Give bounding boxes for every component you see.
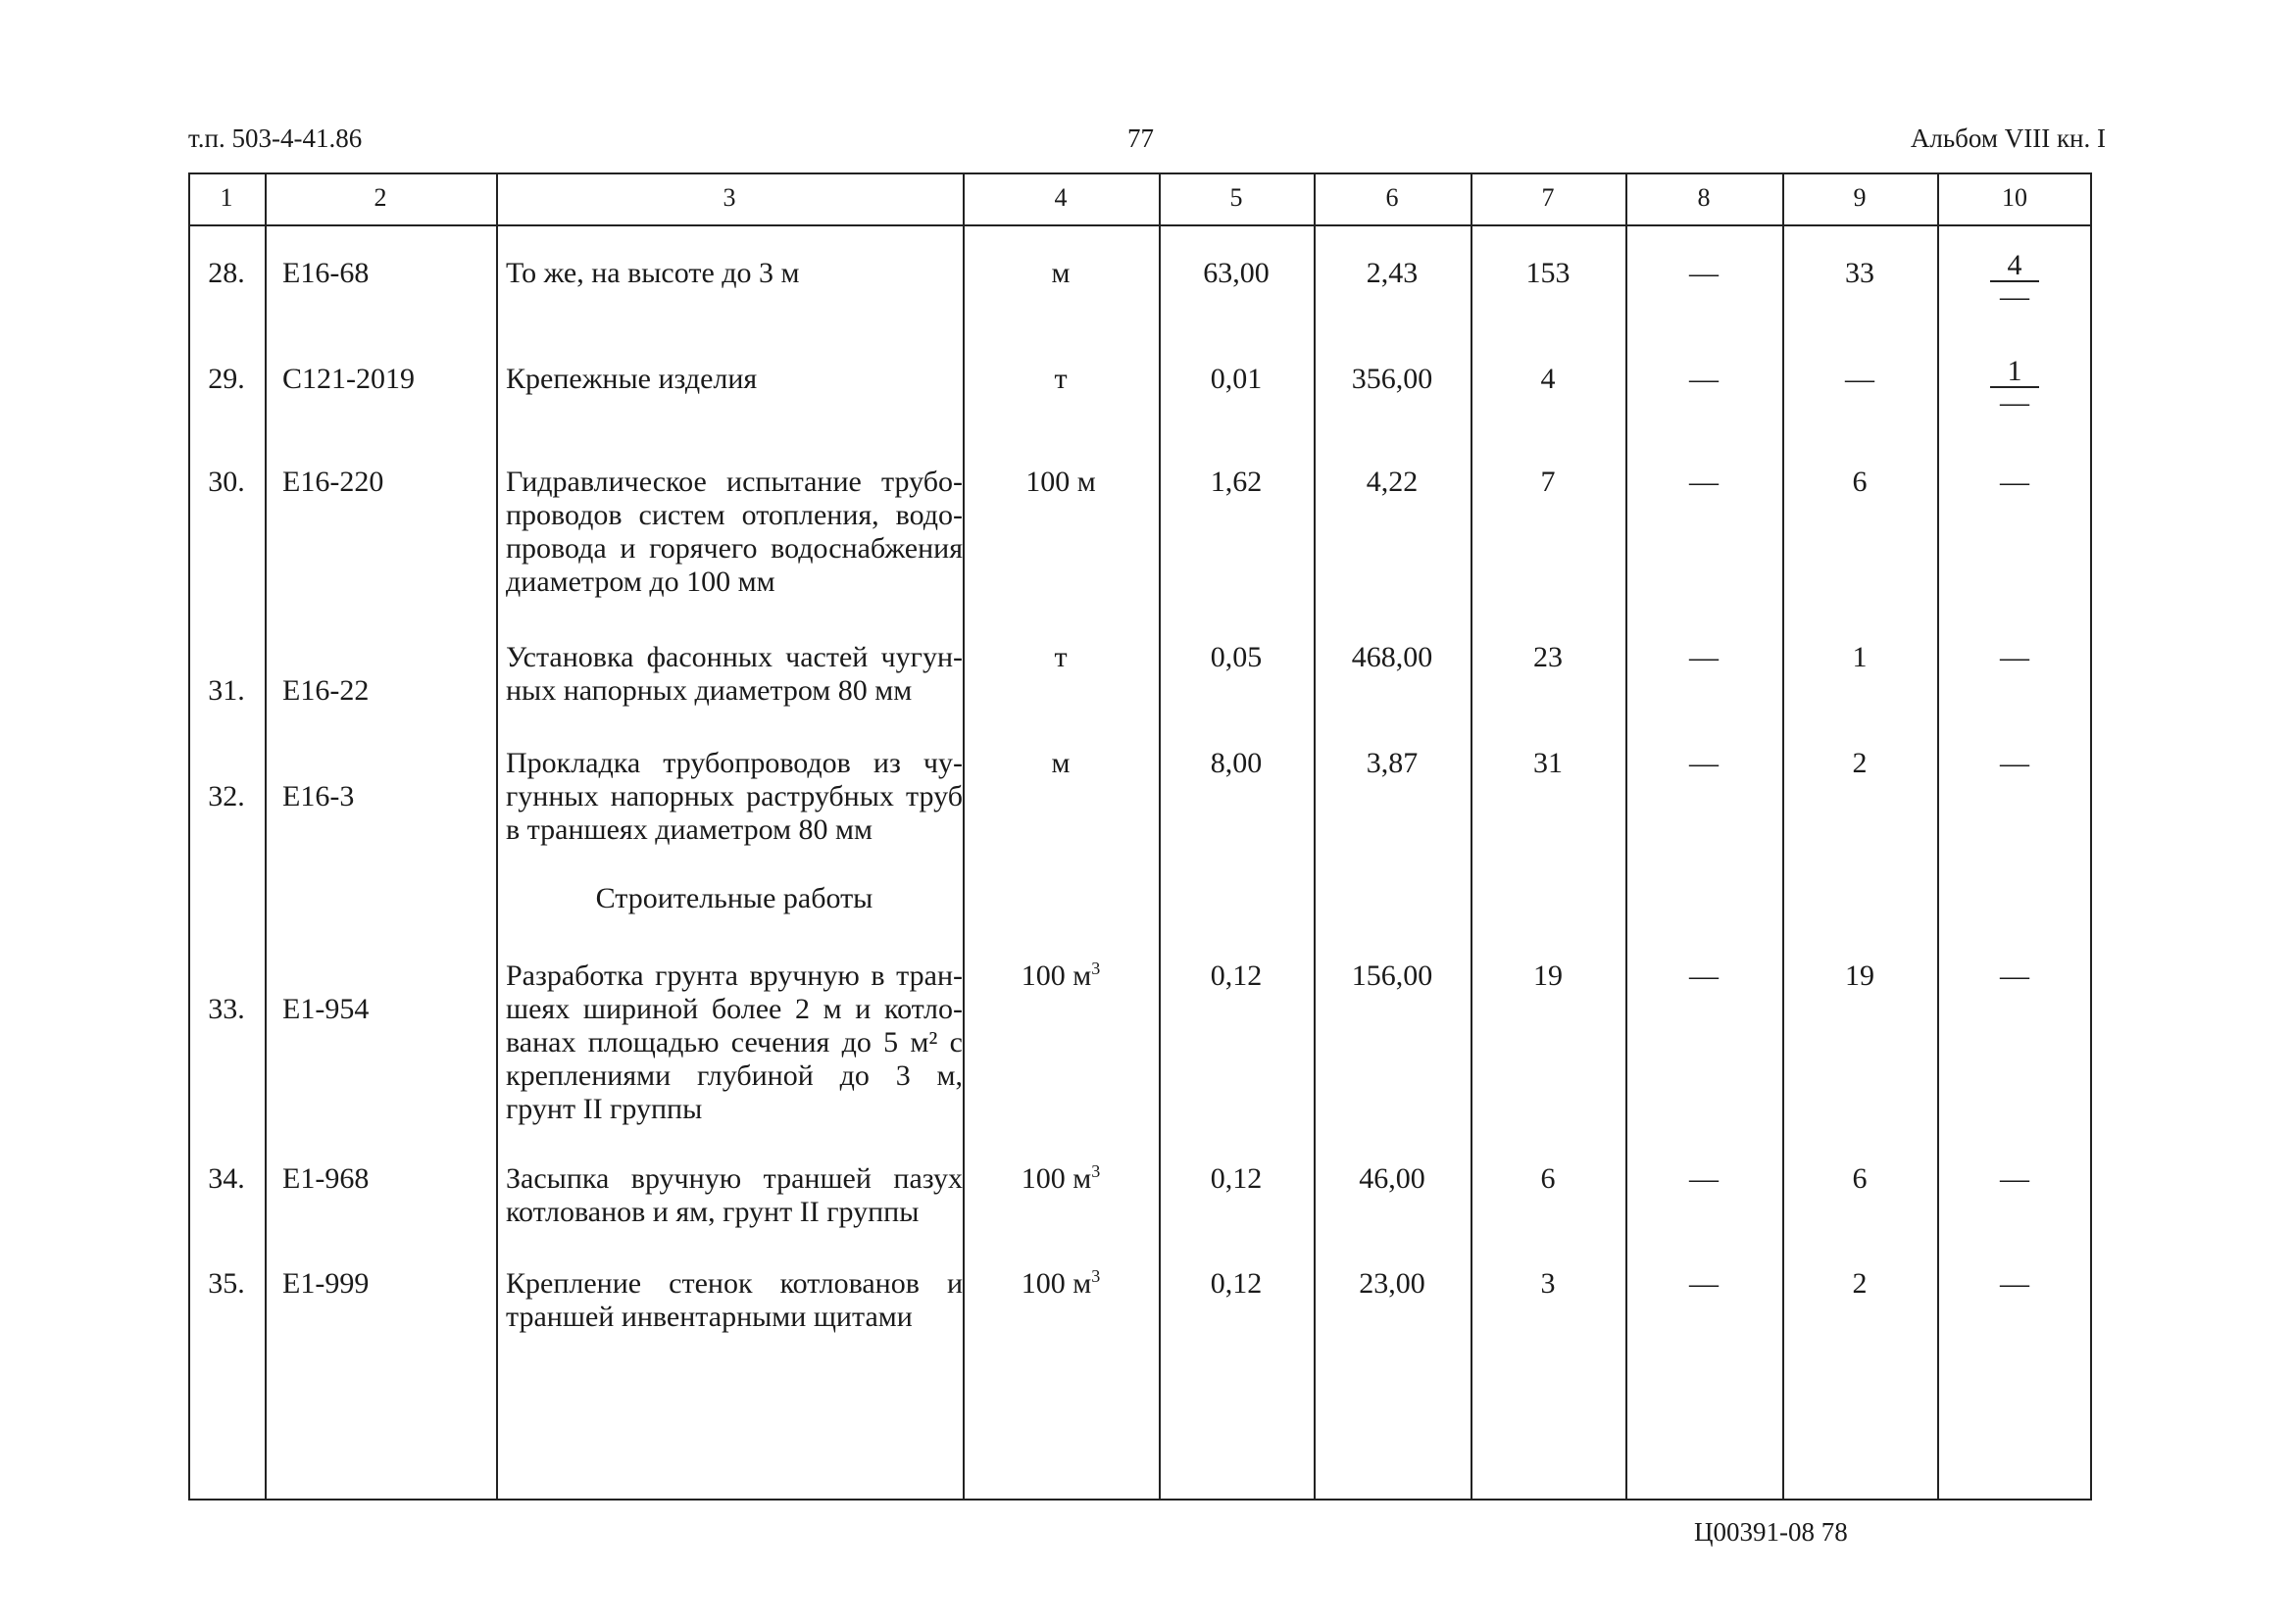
unit (963, 466, 1159, 499)
unit-text: м (1051, 257, 1071, 289)
row-number: 32. (208, 780, 245, 812)
quantity: 63,00 (1203, 257, 1270, 289)
total-cost: 19 (1533, 960, 1563, 992)
item-code: Е1-968 (282, 1162, 370, 1195)
fraction-denominator: — (2000, 386, 2029, 418)
unit-superscript: 3 (1091, 1161, 1101, 1181)
unit (963, 1162, 1159, 1196)
section-heading-text: Строительные работы (595, 882, 873, 914)
column-8-value: — (1689, 1162, 1719, 1195)
unit-price: 3,87 (1366, 747, 1419, 779)
fraction-numerator: 4 (1990, 251, 2039, 282)
footer-code: Ц00391-08 78 (1694, 1517, 1848, 1547)
item-code: Е1-999 (282, 1267, 370, 1300)
doc-code: т.п. 503-4-41.86 (188, 123, 363, 153)
column-8-value: — (1689, 747, 1719, 779)
column-9-value: 2 (1852, 1267, 1868, 1300)
unit (963, 960, 1159, 993)
column-8-value: — (1689, 1267, 1719, 1300)
item-description (506, 960, 963, 1126)
quantity: 0,12 (1210, 1162, 1263, 1195)
unit (963, 363, 1159, 396)
description-line: провода и горячего водоснабжения (506, 532, 963, 565)
description-line: Прокладка трубопроводов из чу- (506, 747, 963, 779)
column-10-value: — (2000, 1162, 2029, 1195)
item-description (506, 257, 963, 290)
column-9-value: — (1845, 363, 1874, 395)
row-number: 34. (208, 1162, 245, 1195)
unit (963, 747, 1159, 780)
row-number: 33. (208, 993, 245, 1025)
item-description (506, 1162, 963, 1229)
row-number: 28. (208, 257, 245, 289)
description-line: Крепежные изделия (506, 363, 758, 395)
unit-superscript: 3 (1091, 959, 1101, 978)
column-10-fraction (1937, 251, 2092, 314)
album-label: Альбом VIII кн. I (1910, 123, 2106, 153)
column-8-value: — (1689, 641, 1719, 673)
column-10-value: — (2000, 1267, 2029, 1300)
description-line: ванах площадью сечения до 5 м² с (506, 1026, 963, 1058)
column-divider (265, 172, 267, 1501)
column-number-1: 1 (220, 183, 233, 212)
column-10-value: — (2000, 466, 2029, 498)
unit-price: 23,00 (1359, 1267, 1425, 1300)
column-number-6: 6 (1385, 183, 1399, 212)
item-code: Е16-220 (282, 466, 384, 498)
description-line: Гидравлическое испытание трубо- (506, 466, 963, 498)
unit-text: 100 м (1021, 960, 1092, 992)
column-9-value: 6 (1852, 466, 1868, 498)
column-number-9: 9 (1853, 183, 1867, 212)
item-code: Е16-68 (282, 257, 370, 289)
column-8-value: — (1689, 257, 1719, 289)
total-cost: 3 (1540, 1267, 1556, 1300)
row-number: 29. (208, 363, 245, 395)
total-cost: 7 (1540, 466, 1556, 498)
column-8-value: — (1689, 466, 1719, 498)
unit-text: т (1054, 363, 1068, 395)
column-10-value: — (2000, 641, 2029, 673)
unit-price: 156,00 (1351, 960, 1433, 992)
column-9-value: 2 (1852, 747, 1868, 779)
unit-text: 100 м (1025, 466, 1096, 498)
unit-price: 468,00 (1351, 641, 1433, 673)
total-cost: 31 (1533, 747, 1563, 779)
item-description (506, 1267, 963, 1334)
unit-price: 2,43 (1366, 257, 1419, 289)
description-line: гунных напорных раструбных труб (506, 780, 963, 812)
fraction (1990, 251, 2039, 312)
section-heading (506, 882, 963, 915)
description-line: грунт II группы (506, 1093, 703, 1125)
quantity: 0,01 (1210, 363, 1263, 395)
column-number-7: 7 (1541, 183, 1555, 212)
column-10-fraction (1937, 357, 2092, 419)
column-number-3: 3 (723, 183, 736, 212)
column-number-5: 5 (1229, 183, 1243, 212)
column-10-value: — (2000, 747, 2029, 779)
quantity: 0,05 (1210, 641, 1263, 673)
fraction-numerator: 1 (1990, 357, 2039, 388)
description-line: диаметром до 100 мм (506, 566, 775, 598)
unit-superscript: 3 (1091, 1266, 1101, 1286)
column-8-value: — (1689, 960, 1719, 992)
item-description (506, 466, 963, 599)
column-number-10: 10 (2002, 183, 2027, 212)
unit-price: 46,00 (1359, 1162, 1425, 1195)
description-line: в траншеях диаметром 80 мм (506, 813, 873, 846)
item-code: Е16-3 (282, 780, 355, 812)
description-line: траншей инвентарными щитами (506, 1301, 913, 1333)
column-9-value: 1 (1852, 641, 1868, 673)
row-number: 35. (208, 1267, 245, 1300)
item-description (506, 747, 963, 847)
unit (963, 641, 1159, 674)
quantity: 0,12 (1210, 960, 1263, 992)
column-9-value: 19 (1845, 960, 1874, 992)
quantity: 0,12 (1210, 1267, 1263, 1300)
description-line: Крепление стенок котлованов и (506, 1267, 963, 1300)
unit-price: 356,00 (1351, 363, 1433, 395)
quantity: 8,00 (1210, 747, 1263, 779)
unit (963, 257, 1159, 290)
row-number: 31. (208, 674, 245, 707)
unit-text: 100 м (1021, 1267, 1092, 1300)
unit-text: 100 м (1021, 1162, 1092, 1195)
total-cost: 6 (1540, 1162, 1556, 1195)
item-code: Е16-22 (282, 674, 370, 707)
column-9-value: 33 (1845, 257, 1874, 289)
column-8-value: — (1689, 363, 1719, 395)
column-divider (496, 172, 498, 1501)
unit (963, 1267, 1159, 1301)
quantity: 1,62 (1210, 466, 1263, 498)
description-line: шеях шириной более 2 м и котло- (506, 993, 963, 1025)
column-9-value: 6 (1852, 1162, 1868, 1195)
page-number: 77 (1127, 123, 1154, 153)
item-code: Е1-954 (282, 993, 370, 1025)
column-number-8: 8 (1697, 183, 1711, 212)
description-line: котлованов и ям, грунт II группы (506, 1196, 920, 1228)
description-line: Разработка грунта вручную в тран- (506, 960, 963, 992)
item-description (506, 363, 963, 396)
description-line: креплениями глубиной до 3 м, (506, 1059, 963, 1092)
unit-price: 4,22 (1366, 466, 1419, 498)
description-line: проводов систем отопления, водо- (506, 499, 963, 531)
column-10-value: — (2000, 960, 2029, 992)
description-line: Установка фасонных частей чугун- (506, 641, 963, 673)
unit-text: т (1054, 641, 1068, 673)
fraction-denominator: — (2000, 280, 2029, 313)
total-cost: 23 (1533, 641, 1563, 673)
description-line: Засыпка вручную траншей пазух (506, 1162, 963, 1195)
column-number-4: 4 (1054, 183, 1068, 212)
row-number: 30. (208, 466, 245, 498)
description-line: То же, на высоте до 3 м (506, 257, 800, 289)
description-line: ных напорных диаметром 80 мм (506, 674, 913, 707)
fraction (1990, 357, 2039, 418)
header-divider (188, 224, 2092, 226)
total-cost: 153 (1525, 257, 1571, 289)
item-code: С121-2019 (282, 363, 415, 395)
total-cost: 4 (1540, 363, 1556, 395)
item-description (506, 641, 963, 708)
column-number-2: 2 (374, 183, 387, 212)
unit-text: м (1051, 747, 1071, 779)
